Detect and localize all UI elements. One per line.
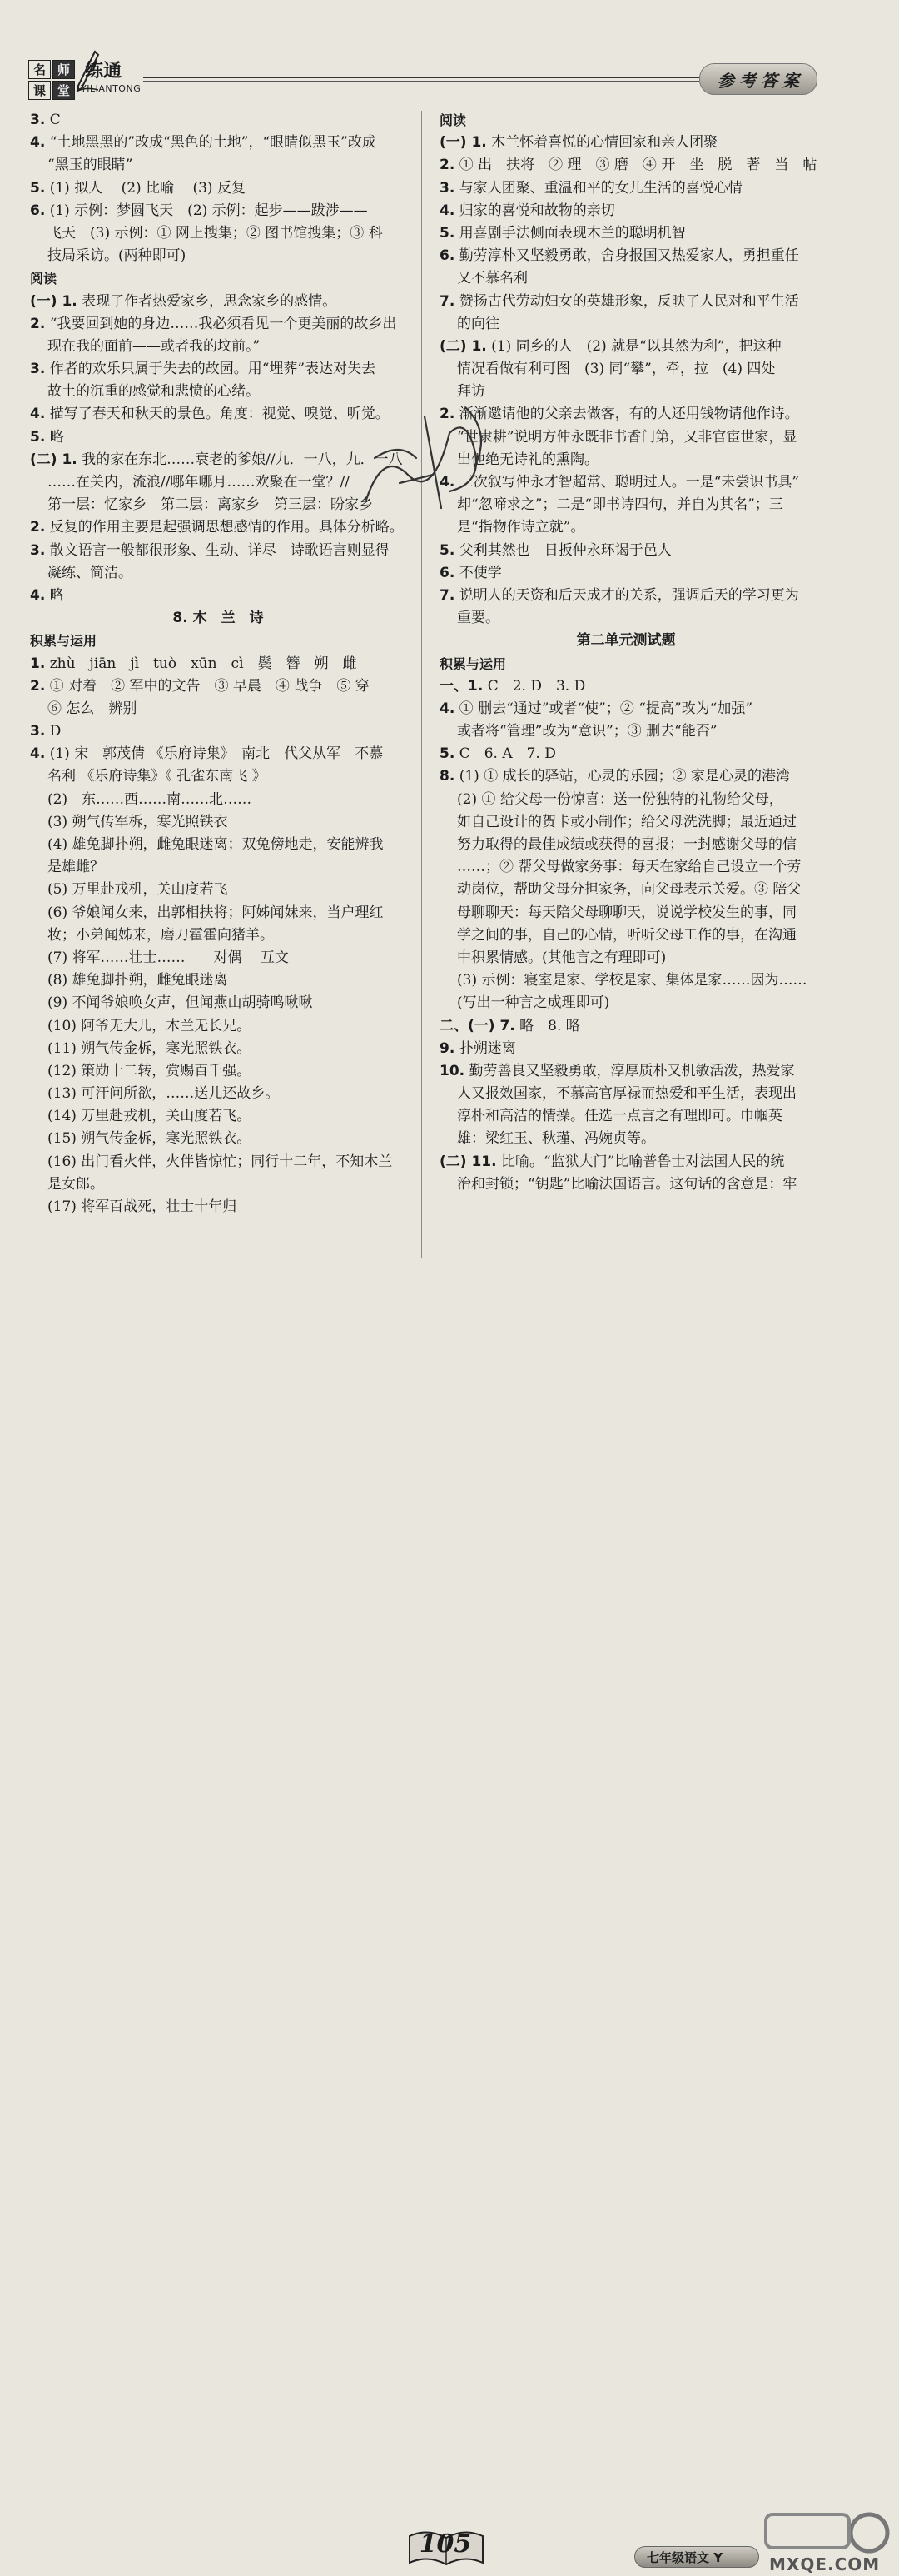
item-number: 4. bbox=[30, 745, 46, 763]
answer-text: 赞扬古代劳动妇女的英雄形象，反映了人民对和平生活 bbox=[459, 292, 799, 310]
answer-text: 说明人的天资和后天成才的关系，强调后天的学习更为 bbox=[459, 586, 799, 604]
section-heading: 阅读 bbox=[440, 112, 467, 128]
answer-text: “我要回到她的身边……我必须看见一个更美丽的故乡出 bbox=[49, 315, 397, 332]
item-number: 4. bbox=[30, 586, 46, 604]
answer-continuation: (10) 阿爷无大儿，木兰无长兄。 bbox=[47, 1017, 251, 1034]
item-number: 3. bbox=[30, 723, 46, 740]
answer-continuation: (17) 将军百战死，壮士十年归 bbox=[47, 1198, 237, 1215]
item-number: 4. bbox=[30, 406, 46, 423]
answer-continuation: 现在我的面前——或者我的坟前。” bbox=[47, 337, 261, 355]
answer-continuation: 的向往 bbox=[457, 315, 499, 332]
item-number: 5. bbox=[440, 541, 455, 559]
item-number: 6. bbox=[440, 564, 455, 581]
answer-line bbox=[440, 1038, 812, 1060]
answer-text: 渐渐邀请他的父亲去做客，有的人还用钱物请他作诗。 bbox=[459, 406, 799, 423]
answer-key-banner bbox=[699, 63, 817, 95]
answer-continuation: (写出一种言之成理即可) bbox=[457, 994, 610, 1012]
answer-char: 案 bbox=[782, 70, 799, 91]
answer-continuation: 技局采访。(两种即可) bbox=[47, 247, 186, 265]
answer-continuation: (14) 万里赴戎机，关山度若飞。 bbox=[47, 1108, 251, 1125]
answer-text: C 6. A 7. D bbox=[459, 745, 556, 763]
answer-text: (1) 拟人 (2) 比喻 (3) 反复 bbox=[49, 179, 246, 197]
answer-line bbox=[440, 222, 812, 245]
answer-text: 木兰怀着喜悦的心情回家和亲人团聚 bbox=[491, 134, 718, 152]
item-number: 2. bbox=[30, 677, 46, 695]
page-header bbox=[0, 0, 899, 108]
item-number: (一) 1. bbox=[440, 134, 487, 152]
answer-line bbox=[440, 562, 812, 585]
answer-continuation: (11) 朔气传金柝，寒光照铁衣。 bbox=[47, 1039, 251, 1057]
answer-line bbox=[440, 1060, 812, 1083]
answer-text: 与家人团聚、重温和平的女儿生活的喜悦心情 bbox=[459, 179, 743, 197]
answer-text: (1) 示例：梦圆飞天 (2) 示例：起步——跋涉—— bbox=[49, 202, 368, 219]
answer-line bbox=[440, 291, 812, 313]
answer-line bbox=[30, 653, 406, 675]
item-number: (二) 1. bbox=[30, 451, 77, 468]
answer-text: 父利其然也 日扳仲永环谒于邑人 bbox=[459, 541, 672, 559]
brand-subtitle: YILIANTONG bbox=[81, 83, 142, 94]
answer-text: 我的家在东北……衰老的爹娘//九．一八，九．一八 bbox=[82, 451, 403, 468]
answer-continuation: 名利 《乐府诗集》《 孔雀东南飞 》 bbox=[47, 768, 266, 785]
brand-title: 练通 bbox=[85, 60, 122, 82]
answer-continuation: (13) 可汗问所欲，……送儿还故乡。 bbox=[47, 1085, 280, 1103]
answer-continuation: 又不慕名利 bbox=[457, 270, 528, 287]
answer-text: 勤劳淳朴又坚毅勇敢，舍身报国又热爱家人，勇担重任 bbox=[459, 247, 799, 265]
lesson-title: 第二单元测试题 bbox=[576, 632, 676, 650]
answer-text: ① 出 扶将 ② 理 ③ 磨 ④ 开 坐 脱 著 当 帖 bbox=[459, 157, 817, 174]
item-number: 2. bbox=[30, 315, 46, 332]
answer-text: C 2. D 3. D bbox=[487, 677, 586, 695]
section-heading: 阅读 bbox=[30, 271, 57, 287]
answer-line bbox=[30, 132, 406, 154]
item-number: 2. bbox=[440, 406, 455, 423]
answer-line bbox=[30, 291, 406, 313]
answer-continuation: 第一层：忆家乡 第二层：离家乡 第三层：盼家乡 bbox=[47, 496, 373, 514]
item-number: 5. bbox=[440, 745, 455, 763]
answer-text: 作者的欢乐只属于失去的故园。用“埋葬”表达对失去 bbox=[49, 361, 376, 378]
answer-line bbox=[30, 675, 406, 698]
answer-line bbox=[440, 132, 812, 154]
answer-text: 三次叙写仲永才智超常、聪明过人。一是“未尝识书具” bbox=[459, 474, 800, 491]
answer-line bbox=[30, 109, 406, 132]
answer-continuation: 如自己设计的贺卡或小制作；给父母洗洗脚；最近通过 bbox=[457, 813, 797, 830]
answer-text: zhù jiān jì tuò xūn cì 鬓 簪 朔 雌 bbox=[49, 655, 357, 672]
answer-line bbox=[440, 585, 812, 607]
answer-continuation: (12) 策勋十二转，赏赐百千强。 bbox=[47, 1062, 251, 1079]
grade-subject-tag: 七年级语文 Y bbox=[634, 2546, 759, 2568]
answer-line bbox=[440, 1015, 812, 1038]
answer-line bbox=[30, 200, 406, 222]
answer-continuation: 是女郎。 bbox=[47, 1175, 104, 1193]
answer-text: (1) ① 成长的驿站，心灵的乐园；② 家是心灵的港湾 bbox=[459, 768, 790, 785]
answer-char: 参 bbox=[718, 70, 734, 91]
item-number: (二) 11. bbox=[440, 1153, 497, 1170]
answer-continuation: ……在关内，流浪//哪年哪月……欢聚在一堂？// bbox=[47, 474, 350, 491]
item-number: 5. bbox=[440, 224, 455, 242]
watermark-text: MXQE.COM bbox=[769, 2554, 881, 2574]
answer-text: 用喜剧手法侧面表现木兰的聪明机智 bbox=[459, 224, 686, 242]
item-number: 7. bbox=[440, 292, 455, 310]
page-number: 105 bbox=[419, 2529, 472, 2559]
logo-char: 堂 bbox=[52, 81, 75, 100]
answer-text: (1) 宋 郭茂倩 《乐府诗集》 南北 代父从军 不慕 bbox=[49, 745, 384, 763]
item-number: 2. bbox=[440, 157, 455, 174]
column-divider bbox=[421, 111, 422, 1258]
answer-continuation: (8) 雄兔脚扑朔，雌兔眼迷离 bbox=[47, 972, 228, 989]
answer-continuation: 或者将“管理”改为“意识”；③ 删去“能否” bbox=[457, 723, 718, 740]
answer-text: 描写了春天和秋天的景色。角度：视觉、嗅觉、听觉。 bbox=[49, 406, 390, 423]
answer-char: 答 bbox=[761, 70, 777, 91]
answer-continuation: 拜访 bbox=[457, 383, 485, 401]
answer-text: 散文语言一般都很形象、生动、详尽 诗歌语言则显得 bbox=[49, 541, 390, 559]
publisher-logo bbox=[28, 60, 75, 98]
answer-continuation: 淳朴和高洁的情操。任选一点言之有理即可。巾帼英 bbox=[457, 1108, 782, 1125]
answer-continuation: 却“忽啼求之”；二是“即书诗四句，并自为其名”；三 bbox=[457, 496, 783, 514]
answer-line bbox=[30, 358, 406, 381]
item-number: 3. bbox=[30, 541, 46, 559]
item-number: 3. bbox=[440, 179, 455, 197]
answer-text: D bbox=[49, 723, 62, 740]
item-number: 1. bbox=[30, 655, 46, 672]
answer-continuation: 努力取得的最佳成绩或获得的喜报；一封感谢父母的信 bbox=[457, 836, 797, 853]
answer-text: ① 对着 ② 军中的文告 ③ 早晨 ④ 战争 ⑤ 穿 bbox=[49, 677, 370, 695]
answer-continuation: (2) 东……西……南……北…… bbox=[47, 790, 252, 808]
answer-continuation: ⑥ 怎么 辨别 bbox=[47, 700, 137, 717]
answer-continuation: 是雄雌？ bbox=[47, 859, 104, 876]
answer-text: 略 8. 略 bbox=[519, 1017, 580, 1034]
item-number: 10. bbox=[440, 1062, 465, 1079]
answer-continuation: 母聊聊天：每天陪父母聊聊天，说说学校发生的事，同 bbox=[457, 904, 797, 921]
answer-continuation: (6) 爷娘闻女来，出郭相扶将；阿姊闻妹来，当户理红 bbox=[47, 904, 384, 921]
item-number: 二、(一) 7. bbox=[440, 1017, 515, 1034]
answer-continuation: 飞天 (3) 示例：① 网上搜集；② 图书馆搜集；③ 科 bbox=[47, 224, 383, 242]
answer-continuation: (15) 朔气传金柝，寒光照铁衣。 bbox=[47, 1130, 251, 1148]
answer-line bbox=[440, 743, 812, 765]
item-number: 4. bbox=[440, 202, 455, 219]
item-number: (一) 1. bbox=[30, 292, 77, 310]
answer-text: 略 bbox=[49, 586, 64, 604]
item-number: 8. bbox=[440, 768, 455, 785]
left-column bbox=[30, 109, 406, 1218]
item-number: 4. bbox=[30, 134, 46, 152]
section-heading: 积累与运用 bbox=[30, 633, 97, 650]
answer-text: 表现了作者热爱家乡，思念家乡的感情。 bbox=[82, 292, 337, 310]
answer-line bbox=[440, 177, 812, 200]
page-footer bbox=[0, 1262, 899, 2574]
answer-continuation: (3) 示例：寝室是家、学校是家、集体是家……因为…… bbox=[457, 972, 807, 989]
answer-continuation: 故土的沉重的感觉和悲愤的心绪。 bbox=[47, 383, 260, 401]
item-number: 5. bbox=[30, 179, 46, 197]
answer-text: “土地黑黑的”改成“黑色的土地”，“眼睛似黑玉”改成 bbox=[49, 134, 376, 152]
logo-char: 名 bbox=[28, 60, 51, 79]
item-number: 3. bbox=[30, 361, 46, 378]
answer-continuation: 雄：梁红玉、秋瑾、冯婉贞等。 bbox=[457, 1130, 655, 1148]
answer-continuation: ……；② 帮父母做家务事：每天在家给自己设立一个劳 bbox=[457, 859, 802, 876]
answer-text: 归家的喜悦和故物的亲切 bbox=[459, 202, 615, 219]
answer-continuation: (5) 万里赴戎机，关山度若飞 bbox=[47, 881, 228, 899]
item-number: (二) 1. bbox=[440, 337, 487, 355]
answer-continuation: 是“指物作诗立就”。 bbox=[457, 519, 585, 536]
item-number: 5. bbox=[30, 428, 46, 446]
answer-line bbox=[440, 154, 817, 177]
item-number: 9. bbox=[440, 1039, 455, 1057]
answer-continuation: (3) 朔气传军柝，寒光照铁衣 bbox=[47, 813, 228, 830]
answer-continuation: 动岗位，帮助父母分担家务，向父母表示关爱。③ 陪父 bbox=[457, 881, 802, 899]
item-number: 2. bbox=[30, 519, 46, 536]
answer-continuation: (4) 雄兔脚扑朔，雌兔眼迷离；双兔傍地走，安能辨我 bbox=[47, 836, 384, 853]
answer-text: ① 删去“通过”或者“使”；② “提高”改为“加强” bbox=[459, 700, 753, 717]
answer-text: (1) 同乡的人 (2) 就是“以其然为利”，把这种 bbox=[491, 337, 782, 355]
answer-line bbox=[30, 177, 406, 200]
answer-line bbox=[30, 720, 406, 743]
item-number: 4. bbox=[440, 474, 455, 491]
answer-text: 勤劳善良又坚毅勇敢，淳厚质朴又机敏活泼，热爱家 bbox=[469, 1062, 795, 1079]
answer-line bbox=[440, 698, 812, 720]
header-rule bbox=[143, 77, 699, 78]
right-column bbox=[440, 109, 817, 1196]
item-number: 7. bbox=[440, 586, 455, 604]
lesson-title: 8. 木 兰 诗 bbox=[172, 610, 264, 627]
item-number: 4. bbox=[440, 700, 455, 717]
section-heading: 积累与运用 bbox=[440, 655, 507, 672]
answer-line bbox=[440, 245, 812, 267]
answer-text: 扑朔迷离 bbox=[459, 1039, 516, 1057]
answer-line bbox=[440, 675, 812, 698]
answer-continuation: 情况看做有利可图 (3) 同“攀”，牵，拉 (4) 四处 bbox=[457, 361, 776, 378]
answer-line bbox=[30, 743, 406, 765]
answer-continuation: (16) 出门看火伴，火伴皆惊忙；同行十二年，不知木兰 bbox=[47, 1153, 393, 1170]
answer-line bbox=[440, 1151, 812, 1173]
answer-line bbox=[440, 336, 812, 358]
answer-text: C bbox=[49, 112, 61, 128]
answer-continuation: 重要。 bbox=[457, 610, 499, 627]
item-number: 6. bbox=[30, 202, 46, 219]
answer-text: 比喻。“监狱大门”比喻普鲁士对法国人民的统 bbox=[500, 1153, 785, 1170]
answer-char: 考 bbox=[739, 70, 756, 91]
header-rule-thin bbox=[143, 81, 699, 82]
answer-continuation: 中积累情感。(其他言之有理即可) bbox=[457, 949, 667, 966]
answer-line bbox=[30, 313, 406, 336]
answer-line bbox=[440, 765, 812, 788]
answer-continuation: 凝练、简洁。 bbox=[47, 564, 132, 581]
answer-text: 略 bbox=[49, 428, 64, 446]
item-number: 6. bbox=[440, 247, 455, 265]
answer-line bbox=[440, 200, 812, 222]
answer-continuation: (2) ① 给父母一份惊喜：送一份独特的礼物给父母， bbox=[457, 790, 783, 808]
answer-continuation: (7) 将军……壮士…… 对偶 互文 bbox=[47, 949, 289, 966]
answer-continuation: 出他绝无诗礼的熏陶。 bbox=[457, 451, 599, 468]
answer-continuation: “世隶耕”说明方仲永既非书香门第，又非官宦世家，显 bbox=[457, 428, 797, 446]
answer-continuation: 妆；小弟闻姊来，磨刀霍霍向猪羊。 bbox=[47, 926, 274, 944]
item-number: 3. bbox=[30, 112, 46, 128]
answer-continuation: 学之间的事，自己的心情，听听父母工作的事，在沟通 bbox=[457, 926, 797, 944]
answer-continuation: 治和封锁；“钥匙”比喻法国语言。这句话的含意是：牢 bbox=[457, 1175, 797, 1193]
handwritten-scribble bbox=[350, 400, 516, 525]
answer-continuation: “黑玉的眼睛” bbox=[47, 157, 133, 174]
answer-line bbox=[30, 540, 406, 562]
answer-continuation: 人又报效国家，不慕高官厚禄而热爱和平生活，表现出 bbox=[457, 1085, 797, 1103]
answer-text: 不使学 bbox=[459, 564, 502, 581]
answer-text: 反复的作用主要是起强调思想感情的作用。具体分析略。 bbox=[49, 519, 404, 536]
logo-char: 师 bbox=[52, 60, 75, 79]
item-number: 一、1. bbox=[440, 677, 484, 695]
answer-line bbox=[30, 585, 406, 607]
answer-continuation: (9) 不闻爷娘唤女声，但闻燕山胡骑鸣啾啾 bbox=[47, 994, 313, 1012]
logo-char: 课 bbox=[28, 81, 51, 100]
answer-line bbox=[440, 540, 812, 562]
